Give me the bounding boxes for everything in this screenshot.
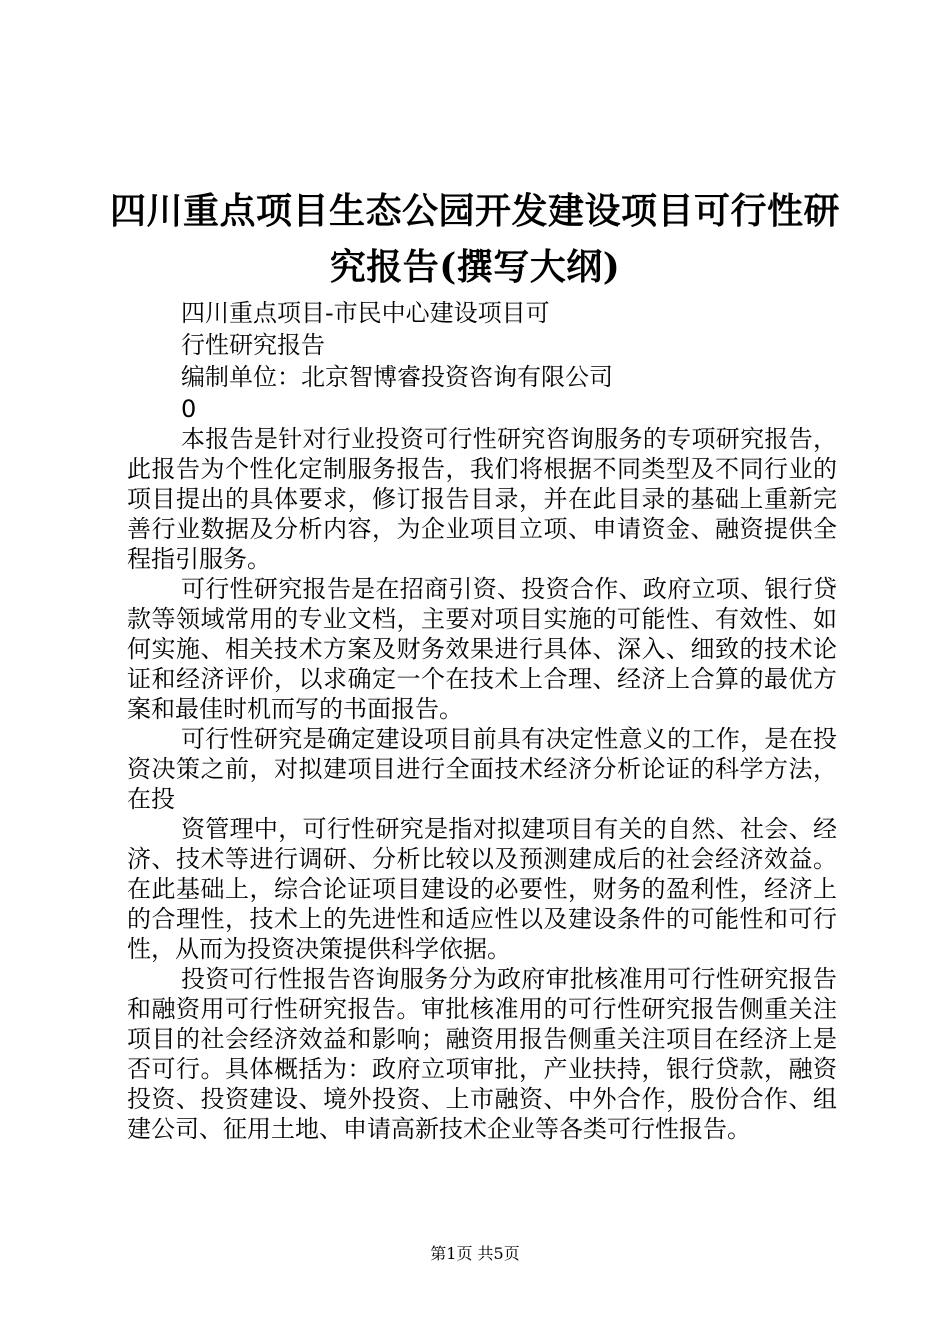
body-paragraph: 投资可行性报告咨询服务分为政府审批核准用可行性研究报告和融资用可行性研究报告。审批核准用的可行性研究报告侧重关注项目的社会经济效益和影响；融资用报告侧重关注项目在经济上是否可行。具体概括为：政府立项审批，产业扶持，银行贷款，融资投资、投资建设、境外投资、上市融资、中外合作，股份合作、组建公司、征用土地、申请高新技术企业等各类可行性报告。 xyxy=(127,965,837,1143)
meta-project-name-line-2: 行性研究报告 xyxy=(181,331,325,359)
body-paragraph: 可行性研究报告是在招商引资、投资合作、政府立项、银行贷款等领域常用的专业文档，主要对项目实施的可能性、有效性、如何实施、相关技术方案及财务效果进行具体、深入、细致的技术论证和经济评价，以求确定一个在技术上合理、经济上合算的最优方案和最佳时机而写的书面报告。 xyxy=(127,575,837,723)
document-body xyxy=(127,424,837,1144)
meta-compiler: 编制单位：北京智博睿投资咨询有限公司 xyxy=(181,363,613,391)
body-paragraph: 资管理中，可行性研究是指对拟建项目有关的自然、社会、经济、技术等进行调研、分析比较以及预测建成后的社会经济效益。在此基础上，综合论证项目建设的必要性，财务的盈利性，经济上的合理性，技术上的先进性和适应性以及建设条件的可能性和可行性，从而为投资决策提供科学依据。 xyxy=(127,815,837,963)
body-paragraph: 本报告是针对行业投资可行性研究咨询服务的专项研究报告，此报告为个性化定制服务报告，我们将根据不同类型及不同行业的项目提出的具体要求，修订报告目录，并在此目录的基础上重新完善行业数据及分析内容，为企业项目立项、申请资金、融资提供全程指引服务。 xyxy=(127,425,837,573)
document-meta xyxy=(127,298,837,426)
page-footer: 第1页 共5页 xyxy=(430,1244,520,1263)
body-paragraph: 可行性研究是确定建设项目前具有决定性意义的工作，是在投资决策之前，对拟建项目进行全面技术经济分析论证的科学方法，在投 xyxy=(127,725,837,813)
document-title-line-1: 四川重点项目生态公园开发建设项目可行性研 xyxy=(109,190,840,232)
meta-number: 0 xyxy=(181,395,197,423)
document-title-line-2: 究报告(撰写大纲) xyxy=(329,246,621,288)
meta-project-name-line-1: 四川重点项目-市民中心建设项目可 xyxy=(181,299,550,327)
